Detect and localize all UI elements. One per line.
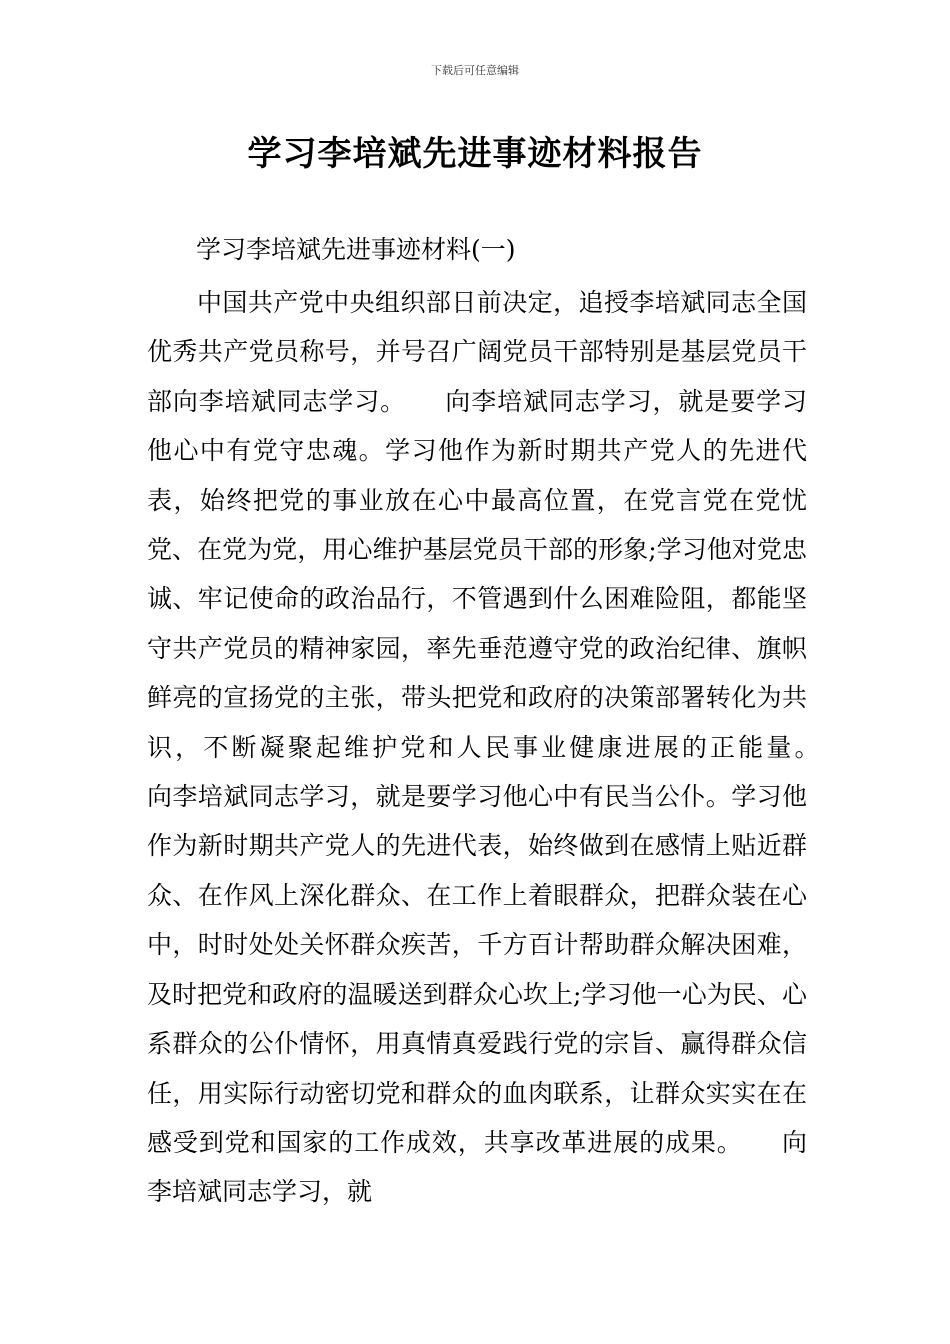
header-note: 下载后可任意编辑 (431, 64, 519, 77)
body-paragraph: 中国共产党中央组织部日前决定，追授李培斌同志全国优秀共产党员称号，并号召广阔党员干部特别是基层党员干部向李培斌同志学习。 向李培斌同志学习，就是要学习他心中有党守忠魂。学习他作为新时期共产党人的先进代表，始终把党的事业放在心中最高位置，在党言党在党忧党、在党为党，用心维护基层党员干部的形象;学习他对党忠诚、牢记使命的政治品行，不管遇到什么困难险阻，都能坚守共产党员的精神家园，率先垂范遵守党的政治纪律、旗帜鲜亮的宣扬党的主张，带头把党和政府的决策部署转化为共识，不断凝聚起维护党和人民事业健康进展的正能量。 向李培斌同志学习，就是要学习他心中有民当公仆。学习他作为新时期共产党人的先进代表，始终做到在感情上贴近群众、在作风上深化群众、在工作上着眼群众，把群众装在心中，时时处处关怀群众疾苦，千方百计帮助群众解决困难，及时把党和政府的温暖送到群众心坎上;学习他一心为民、心系群众的公仆情怀，用真情真爱践行党的宗旨、赢得群众信任，用实际行动密切党和群众的血肉联系，让群众实实在在感受到党和国家的工作成效，共享改革进展的成果。 向李培斌同志学习，就 (147, 288, 858, 1207)
document-title: 学习李培斌先进事迹材料报告 (247, 134, 703, 174)
section-heading: 学习李培斌先进事迹材料(一) (196, 235, 516, 264)
